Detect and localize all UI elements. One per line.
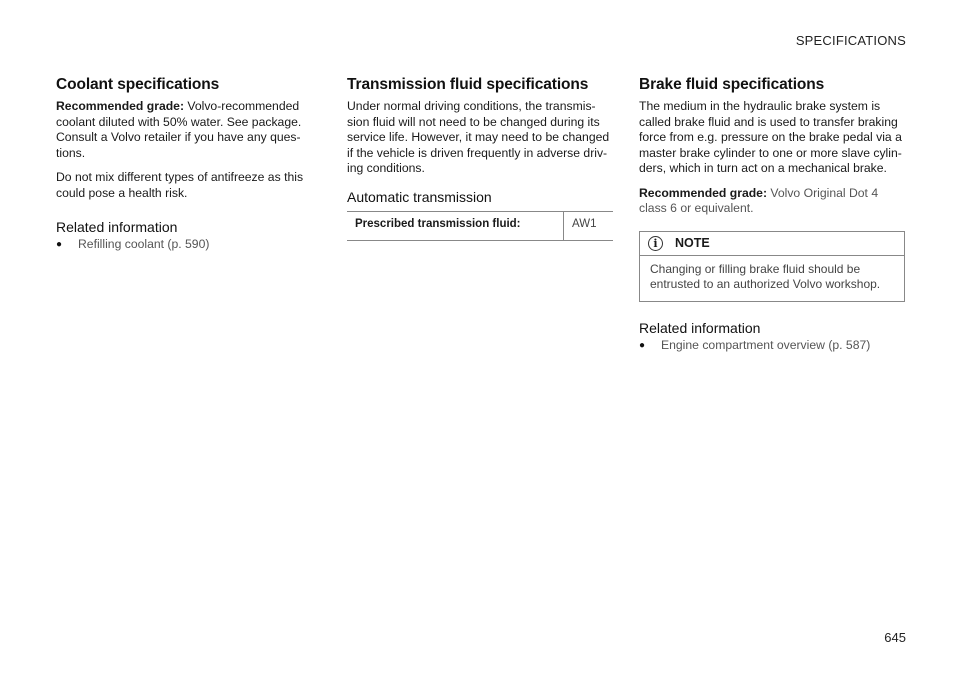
related-link-text: Engine compartment overview (p. 587) [661,337,871,352]
bullet-icon: ● [56,239,63,250]
coolant-title: Coolant specifications [56,76,220,93]
coolant-recommended-text: Volvo-recommended coolant diluted with 50% water. See package. Consult a Volvo retailer if you have any ques-tions. [56,99,302,160]
transmission-title: Transmission fluid specifications [347,76,589,93]
brake-recommended-text: Volvo Original Dot 4 class 6 or equivalent. [639,185,879,215]
note-header [640,232,904,256]
running-header: SPECIFICATIONS [795,33,906,48]
brake-recommended-paragraph [639,186,905,217]
coolant-related-title: Related information [56,219,178,235]
transmission-intro: Under normal driving conditions, the transmis-sion fluid will not need to be changed during its service life. However, it may need to be changed if the vehicle is driven frequently in adverse driv-ing conditions. [347,99,610,175]
table-cell-label: Prescribed transmission fluid: [347,211,564,240]
coolant-related-list [56,237,322,252]
brake-recommended-label: Recommended grade: [639,185,767,200]
coolant-recommended-label: Recommended grade: [56,99,184,113]
note-title: NOTE [675,236,710,250]
related-link[interactable] [639,338,905,353]
brake-section [639,76,905,353]
related-link-text: Refilling coolant (p. 590) [78,237,210,251]
brake-related-title: Related information [639,319,761,336]
coolant-recommended-paragraph [56,99,322,161]
coolant-section [56,76,322,252]
brake-intro: The medium in the hydraulic brake system is called brake fluid and is used to transfer braking force from e.g. pressure on the brake pedal via a master brake cylinder to one or more slave cylin-ders, which in turn act on a mechanical brake. [639,99,902,175]
page-number: 645 [884,630,906,645]
bullet-icon: ● [639,339,646,351]
info-icon: i [648,236,663,251]
related-link[interactable] [56,237,322,252]
coolant-warning-text: Do not mix different types of antifreeze as this could pose a health risk. [56,170,304,200]
transmission-fluid-table [347,211,613,241]
brake-title: Brake fluid specifications [639,76,825,93]
note-text: Changing or filling brake fluid should be entrusted to an authorized Volvo workshop. [650,261,881,291]
automatic-transmission-heading: Automatic transmission [347,188,492,205]
table-row [347,211,613,240]
brake-related-list [639,338,905,353]
transmission-section [347,76,613,241]
table-cell-value: AW1 [564,211,614,240]
note-box [639,231,905,302]
